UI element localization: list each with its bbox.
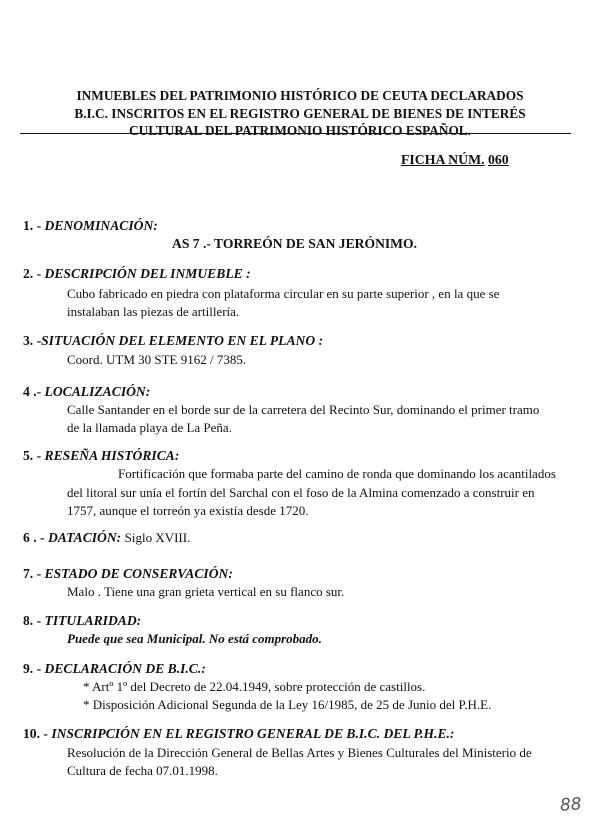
section-estado: 7. - ESTADO DE CONSERVACIÓN: <box>23 566 233 581</box>
descripcion-line-2: instalaban las piezas de artillería. <box>67 304 240 319</box>
header-line-1: INMUEBLES DEL PATRIMONIO HISTÓRICO DE CEUTA DECLARADOS <box>76 88 524 103</box>
section-localizacion: 4 .- LOCALIZACIÓN: <box>23 384 151 399</box>
localizacion-line-1: Calle Santander en el borde sur de la carretera del Recinto Sur, dominando el primer tramo <box>67 402 540 417</box>
section-denominacion: 1. - DENOMINACIÓN: <box>23 218 158 233</box>
ficha-number <box>401 152 509 168</box>
estado-line-1: Malo . Tiene una gran grieta vertical en su flanco sur. <box>67 584 345 599</box>
header-rule <box>20 133 571 134</box>
section-titularidad: 8. - TITULARIDAD: <box>23 613 142 628</box>
datacion-value: Siglo XVIII. <box>124 530 191 545</box>
section-datacion: 6 . - DATACIÓN: Siglo XVIII. <box>23 530 191 545</box>
section-resena: 5. - RESEÑA HISTÓRICA: <box>23 448 180 463</box>
declaracion-line-2: * Disposición Adicional Segunda de la Ley 16/1985, de 25 de Junio del P.H.E. <box>83 697 492 712</box>
resena-line-3: 1757, aunque el torreón ya existía desde 1720. <box>67 503 309 518</box>
ficha-label: FICHA NÚM. <box>401 152 485 167</box>
ficha-value: 060 <box>488 152 509 167</box>
section-descripcion: 2. - DESCRIPCIÓN DEL INMUEBLE : <box>23 266 251 281</box>
descripcion-line-1: Cubo fabricado en piedra con plataforma circular en su parte superior , en la que se <box>67 286 500 301</box>
resena-line-2: del litoral sur unía el fortín del Sarchal con el foso de la Almina comenzado a construir en <box>67 485 535 500</box>
denominacion-value: AS 7 .- TORREÓN DE SAN JERÓNIMO. <box>172 236 417 251</box>
localizacion-line-2: de la llamada playa de La Peña. <box>67 420 232 435</box>
situacion-line-1: Coord. UTM 30 STE 9162 / 7385. <box>67 352 247 367</box>
section-situacion: 3. -SITUACIÓN DEL ELEMENTO EN EL PLANO : <box>23 333 324 348</box>
section-declaracion: 9. - DECLARACIÓN DE B.I.C.: <box>23 661 206 676</box>
resena-line-1: Fortificación que formaba parte del camino de ronda que dominando los acantilados <box>118 466 556 481</box>
titularidad-line-1: Puede que sea Municipal. No está comprobado. <box>67 631 322 646</box>
declaracion-line-1: * Artº 1º del Decreto de 22.04.1949, sobre protección de castillos. <box>83 679 426 694</box>
inscripcion-line-1: Resolución de la Dirección General de Bellas Artes y Bienes Culturales del Ministerio de <box>67 745 532 760</box>
section-inscripcion: 10. - INSCRIPCIÓN EN EL REGISTRO GENERAL DE B.I.C. DEL P.H.E.: <box>23 726 455 741</box>
header-line-2: B.I.C. INSCRITOS EN EL REGISTRO GENERAL DE BIENES DE INTERÉS <box>74 106 526 121</box>
inscripcion-line-2: Cultura de fecha 07.01.1998. <box>67 763 218 778</box>
header-line-3: CULTURAL DEL PATRIMONIO HISTÓRICO ESPAÑOL. <box>129 123 471 138</box>
handwritten-page-number: 88 <box>559 794 583 816</box>
